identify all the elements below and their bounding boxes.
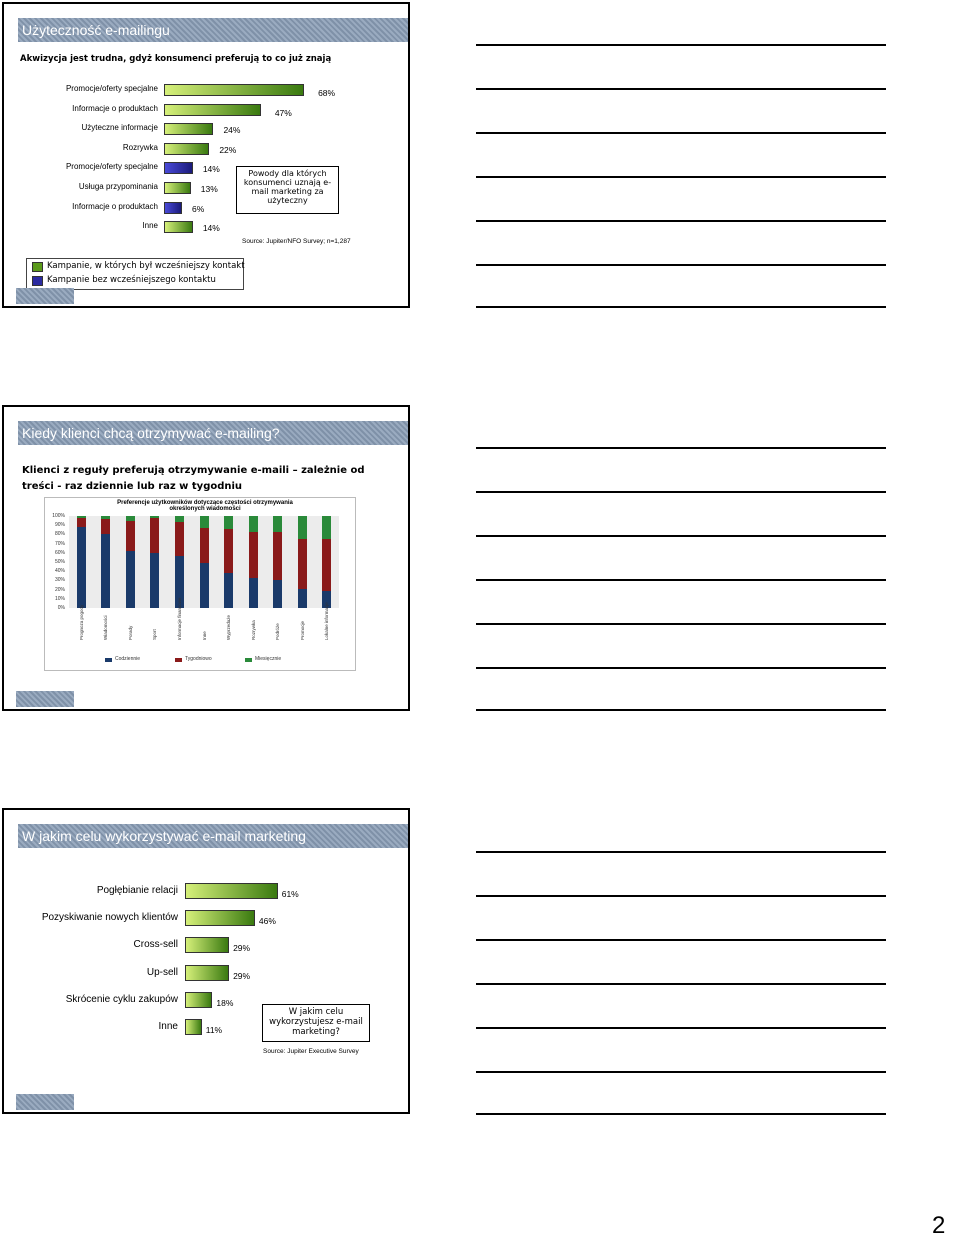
- legend-swatch: [175, 658, 182, 662]
- slide-2-title: Kiedy klienci chcą otrzymywać e-mailing?: [18, 421, 408, 445]
- legend-item-prior: [27, 259, 243, 273]
- y-tick-label: 50%: [54, 559, 65, 565]
- y-tick-label: 10%: [54, 595, 65, 602]
- note-line: [476, 264, 886, 266]
- bar-label: Skrócenie cyklu zakupów: [65, 993, 178, 1005]
- slide-corner-decoration: [16, 288, 74, 304]
- legend-label: Miesięcznie: [255, 656, 282, 662]
- note-line: [476, 667, 886, 669]
- note-line: [476, 579, 886, 581]
- note-line: [476, 983, 886, 985]
- bar-segment: [249, 578, 258, 608]
- slide-2-chart: [44, 497, 356, 671]
- x-tick-label: Sport: [152, 629, 158, 640]
- bar-segment: [77, 518, 86, 527]
- bar-value: 29%: [233, 970, 251, 981]
- bar: [185, 937, 229, 953]
- note-line: [476, 220, 886, 222]
- slide-1-title: Użyteczność e-mailingu: [18, 18, 408, 42]
- slide-1-source: Source: Jupiter/NFO Survey; n=1,287: [242, 238, 351, 245]
- x-tick-label: Wiadomości: [103, 615, 109, 640]
- page-number: 2: [932, 1212, 946, 1239]
- bar-value: 61%: [281, 889, 299, 899]
- bar-segment: [298, 516, 307, 539]
- slide-1: [2, 2, 410, 308]
- note-line: [476, 176, 886, 178]
- bar-segment: [150, 553, 159, 608]
- legend-swatch-green: [32, 262, 43, 272]
- bar: [185, 910, 255, 926]
- bar-segment: [101, 519, 110, 535]
- bar-segment: [322, 516, 331, 539]
- bar-label: Inne: [158, 1021, 178, 1032]
- y-tick-label: 60%: [54, 549, 65, 556]
- slide-1-legend: [26, 258, 244, 290]
- bar-label: Informacje o produktach: [72, 103, 158, 113]
- bar-segment: [200, 528, 209, 563]
- bar: [164, 123, 213, 135]
- slide-3-callout: W jakim celu wykorzystujesz e-mail marketing?: [262, 1004, 370, 1042]
- note-line: [476, 895, 886, 897]
- slide-corner-decoration: [16, 1094, 74, 1110]
- bar-value: 68%: [318, 88, 336, 98]
- bar: [185, 883, 278, 899]
- bar: [164, 104, 261, 116]
- bar-value: 47%: [274, 107, 292, 118]
- slide-3: [2, 808, 410, 1114]
- slide-3-source: Source: Jupiter Executive Survey: [263, 1048, 359, 1055]
- bar-segment: [126, 516, 135, 521]
- bar-segment: [150, 518, 159, 553]
- note-line: [476, 851, 886, 853]
- x-tick-label: Promocje: [299, 620, 305, 640]
- bar: [164, 182, 191, 194]
- note-line: [476, 447, 886, 449]
- bar-segment: [273, 516, 282, 532]
- legend-label: Kampanie bez wcześniejszego kontaktu: [47, 275, 216, 285]
- bar-segment: [298, 589, 307, 608]
- bar-segment: [322, 539, 331, 591]
- bar-segment: [224, 573, 233, 608]
- slide-1-callout: Powody dla których konsumenci uznają e-mail marketing za użyteczny: [236, 166, 339, 214]
- x-tick-label: Porady: [127, 625, 133, 640]
- bar-segment: [298, 539, 307, 589]
- bar-segment: [77, 527, 86, 608]
- bar-segment: [200, 516, 209, 528]
- bar-segment: [200, 563, 209, 608]
- bar-value: 29%: [233, 943, 251, 954]
- bar-segment: [249, 516, 258, 532]
- y-tick-label: 90%: [54, 522, 65, 529]
- x-tick-label: Lokalne informacje: [324, 602, 330, 640]
- bar: [164, 84, 304, 96]
- x-tick-label: Wyprzedaże: [226, 615, 232, 640]
- bar-label: Pogłębianie relacji: [96, 885, 178, 896]
- note-line: [476, 1113, 886, 1115]
- slide-3-title: W jakim celu wykorzystywać e-mail marketing: [18, 824, 408, 848]
- bar-label: Pozyskiwanie nowych klientów: [41, 912, 178, 924]
- legend-swatch: [105, 658, 112, 662]
- note-line: [476, 623, 886, 625]
- bar: [185, 965, 229, 981]
- legend-item-none: [27, 273, 243, 287]
- bar-value: 22%: [219, 144, 237, 155]
- bar-segment: [126, 521, 135, 551]
- bar-label: Cross-sell: [133, 939, 178, 951]
- y-tick-label: 70%: [54, 540, 65, 547]
- y-tick-label: 20%: [54, 586, 65, 593]
- chart-plot-area: [69, 516, 339, 608]
- note-line: [476, 1027, 886, 1029]
- bar-value: 24%: [223, 125, 241, 136]
- legend-label: Codziennie: [115, 656, 141, 662]
- bar-value: 14%: [202, 164, 220, 175]
- bar: [164, 202, 182, 214]
- bar-label: Rozrywka: [122, 142, 158, 152]
- bar-value: 13%: [200, 184, 218, 194]
- note-line: [476, 939, 886, 941]
- x-tick-label: Inne: [201, 631, 207, 640]
- y-tick-label: 80%: [54, 531, 65, 538]
- bar-label: Inne: [142, 221, 158, 231]
- bar-value: 46%: [258, 916, 276, 927]
- slide-2: [2, 405, 410, 711]
- bar-segment: [273, 580, 282, 608]
- x-tick-label: Informacje finansowe: [176, 597, 182, 640]
- bar: [185, 992, 212, 1008]
- bar-segment: [101, 516, 110, 519]
- bar-segment: [126, 551, 135, 608]
- slide-2-subtitle: Klienci z reguły preferują otrzymywanie e-maili – zależnie od treści - raz dziennie lub raz w tygodniu: [22, 465, 365, 492]
- bar-label: Informacje o produktach: [72, 201, 158, 211]
- bar-segment: [77, 516, 86, 518]
- note-line: [476, 1071, 886, 1073]
- bar-label: Promocje/oferty specjalne: [65, 162, 158, 172]
- note-line: [476, 44, 886, 46]
- bar-value: 11%: [205, 1025, 223, 1035]
- bar-segment: [224, 529, 233, 573]
- bar-value: 18%: [216, 997, 234, 1008]
- y-tick-label: 40%: [54, 568, 65, 575]
- bar-label: Promocje/oferty specjalne: [65, 84, 158, 93]
- bar-segment: [175, 516, 184, 522]
- x-tick-label: Podróże: [275, 623, 281, 640]
- note-line: [476, 491, 886, 493]
- x-tick-label: Prognoza pogody: [78, 604, 84, 640]
- note-line: [476, 132, 886, 134]
- bar-segment: [224, 516, 233, 529]
- bar-label: Użyteczne informacje: [81, 123, 158, 133]
- bar-label: Usługa przypominania: [78, 182, 158, 191]
- note-line: [476, 535, 886, 537]
- bar-value: 14%: [202, 223, 220, 234]
- slide-1-subtitle: Akwizycja jest trudna, gdyż konsumenci preferują to co już znają: [20, 54, 332, 64]
- bar-segment: [273, 532, 282, 581]
- bar: [164, 143, 209, 155]
- y-tick-label: 100%: [52, 513, 65, 519]
- y-tick-label: 0%: [57, 605, 65, 611]
- legend-swatch-blue: [32, 276, 43, 286]
- note-line: [476, 709, 886, 711]
- bar-value: 6%: [192, 203, 205, 214]
- note-line: [476, 306, 886, 308]
- bar-segment: [101, 534, 110, 608]
- x-tick-label: Rozrywka: [250, 620, 256, 640]
- legend-label: Kampanie, w których był wcześniejszy kontakt: [47, 261, 245, 271]
- bar: [185, 1019, 202, 1035]
- legend-swatch: [245, 658, 252, 662]
- chart-title: Preferencje użytkowników dotyczące częstości otrzymywania określonych wiadomości: [117, 500, 293, 512]
- bar: [164, 221, 193, 233]
- slide-corner-decoration: [16, 691, 74, 707]
- bar-segment: [249, 532, 258, 578]
- note-line: [476, 88, 886, 90]
- bar-label: Up-sell: [146, 966, 178, 978]
- legend-label: Tygodniowo: [185, 656, 212, 662]
- bar-segment: [175, 522, 184, 557]
- bar-segment: [150, 516, 159, 518]
- y-tick-label: 30%: [54, 577, 65, 584]
- bar: [164, 162, 193, 174]
